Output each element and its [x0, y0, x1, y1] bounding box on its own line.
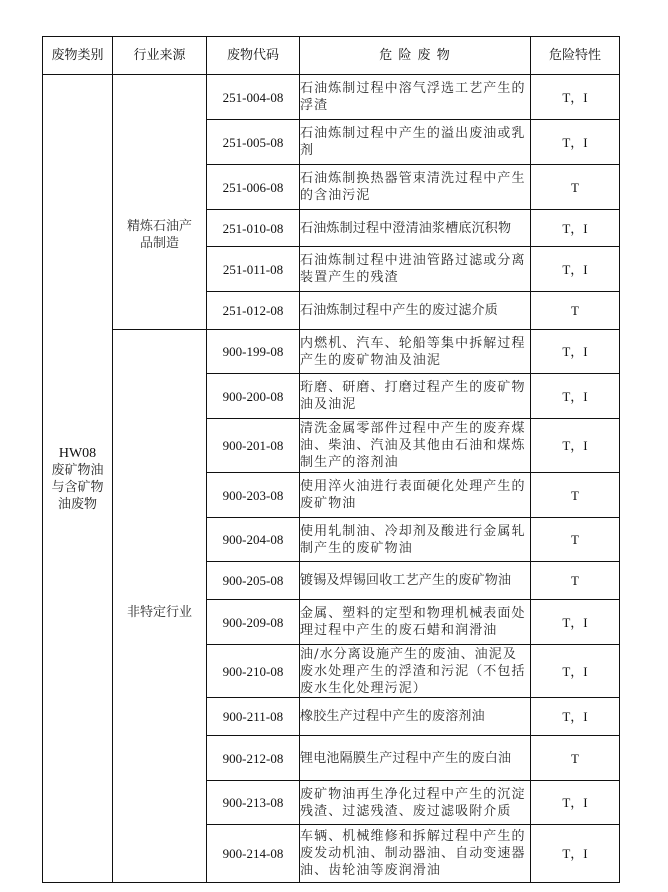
waste-code: 251-010-08: [207, 210, 300, 247]
hazard-property: T，I: [531, 75, 620, 120]
header-hazard-property: 危险特性: [531, 37, 620, 75]
hazardous-waste-table: [42, 36, 620, 883]
waste-code: 900-213-08: [207, 781, 300, 825]
hazard-property: T，I: [531, 645, 620, 698]
industry-source-cell: [113, 330, 207, 883]
category-name-line: 废矿物油: [51, 462, 104, 478]
header-waste-category: 废物类别: [43, 37, 113, 75]
waste-code: 251-004-08: [207, 75, 300, 120]
header-waste-code: 废物代码: [207, 37, 300, 75]
waste-code: 900-203-08: [207, 473, 300, 518]
category-name-line: 与含矿物: [51, 479, 104, 495]
hazard-property: T: [531, 165, 620, 210]
waste-code: 251-005-08: [207, 120, 300, 165]
waste-description: 石油炼制过程中进油管路过滤或分离装置产生的残渣: [300, 247, 531, 292]
waste-description: 内燃机、汽车、轮船等集中拆解过程产生的废矿物油及油泥: [300, 330, 531, 374]
waste-description: 锂电池隔膜生产过程中产生的废白油: [300, 736, 531, 781]
waste-description: 珩磨、研磨、打磨过程产生的废矿物油及油泥: [300, 374, 531, 419]
waste-description: 石油炼制过程中产生的废过滤介质: [300, 292, 531, 330]
waste-code: 900-212-08: [207, 736, 300, 781]
waste-description: 石油炼制过程中澄清油浆槽底沉积物: [300, 210, 531, 247]
waste-description: 镀锡及焊锡回收工艺产生的废矿物油: [300, 562, 531, 600]
industry-source-label: 非特定行业: [126, 605, 192, 620]
hazard-property: T，I: [531, 120, 620, 165]
waste-code: 900-200-08: [207, 374, 300, 419]
waste-code: 900-214-08: [207, 825, 300, 883]
waste-description: 石油炼制过程中产生的溢出废油或乳剂: [300, 120, 531, 165]
hazard-property: T，I: [531, 600, 620, 645]
waste-description: 使用淬火油进行表面硬化处理产生的废矿物油: [300, 473, 531, 518]
waste-description: 橡胶生产过程中产生的废溶剂油: [300, 698, 531, 736]
hazard-property: T: [531, 518, 620, 562]
industry-source-label: 精炼石油产: [126, 219, 192, 234]
waste-description: 石油炼制换热器管束清洗过程中产生的含油污泥: [300, 165, 531, 210]
waste-description: 清洗金属零部件过程中产生的废弃煤油、柴油、汽油及其他由石油和煤炼制生产的溶剂油: [300, 419, 531, 473]
industry-source-label: 品制造: [139, 236, 179, 251]
hazard-property: T，I: [531, 419, 620, 473]
waste-code: 900-209-08: [207, 600, 300, 645]
waste-code: 251-011-08: [207, 247, 300, 292]
waste-code: 900-205-08: [207, 562, 300, 600]
hazard-property: T: [531, 292, 620, 330]
table-header-row: [43, 37, 620, 75]
table-row: [43, 75, 620, 120]
waste-code: 900-211-08: [207, 698, 300, 736]
header-hazardous-waste: 危 险 废 物: [300, 37, 531, 75]
waste-description: 废矿物油再生净化过程中产生的沉淀残渣、过滤残渣、废过滤吸附介质: [300, 781, 531, 825]
waste-description: 金属、塑料的定型和物理机械表面处理过程中产生的废石蜡和润滑油: [300, 600, 531, 645]
header-industry-source: 行业来源: [113, 37, 207, 75]
hazard-property: T: [531, 736, 620, 781]
category-name-line: 油废物: [57, 496, 97, 512]
waste-description: 车辆、机械维修和拆解过程中产生的废发动机油、制动器油、自动变速器油、齿轮油等废润滑油: [300, 825, 531, 883]
waste-description: 油/水分离设施产生的废油、油泥及废水处理产生的浮渣和污泥（不包括废水生化处理污泥）: [300, 645, 531, 698]
hazard-property: T，I: [531, 330, 620, 374]
hazard-property: T，I: [531, 210, 620, 247]
waste-category-cell: [43, 75, 113, 883]
waste-code: 900-204-08: [207, 518, 300, 562]
hazard-property: T，I: [531, 374, 620, 419]
waste-code: 900-201-08: [207, 419, 300, 473]
waste-description: 石油炼制过程中溶气浮选工艺产生的浮渣: [300, 75, 531, 120]
hazard-property: T，I: [531, 825, 620, 883]
hazard-property: T: [531, 562, 620, 600]
waste-description: 使用轧制油、冷却剂及酸进行金属轧制产生的废矿物油: [300, 518, 531, 562]
waste-code: 900-199-08: [207, 330, 300, 374]
hazard-property: T，I: [531, 247, 620, 292]
hazard-property: T，I: [531, 698, 620, 736]
waste-code: 251-012-08: [207, 292, 300, 330]
waste-code: 900-210-08: [207, 645, 300, 698]
industry-source-cell: [113, 75, 207, 330]
hazard-property: T，I: [531, 781, 620, 825]
waste-code: 251-006-08: [207, 165, 300, 210]
table-row: [43, 330, 620, 374]
category-code: HW08: [58, 445, 97, 461]
hazard-property: T: [531, 473, 620, 518]
